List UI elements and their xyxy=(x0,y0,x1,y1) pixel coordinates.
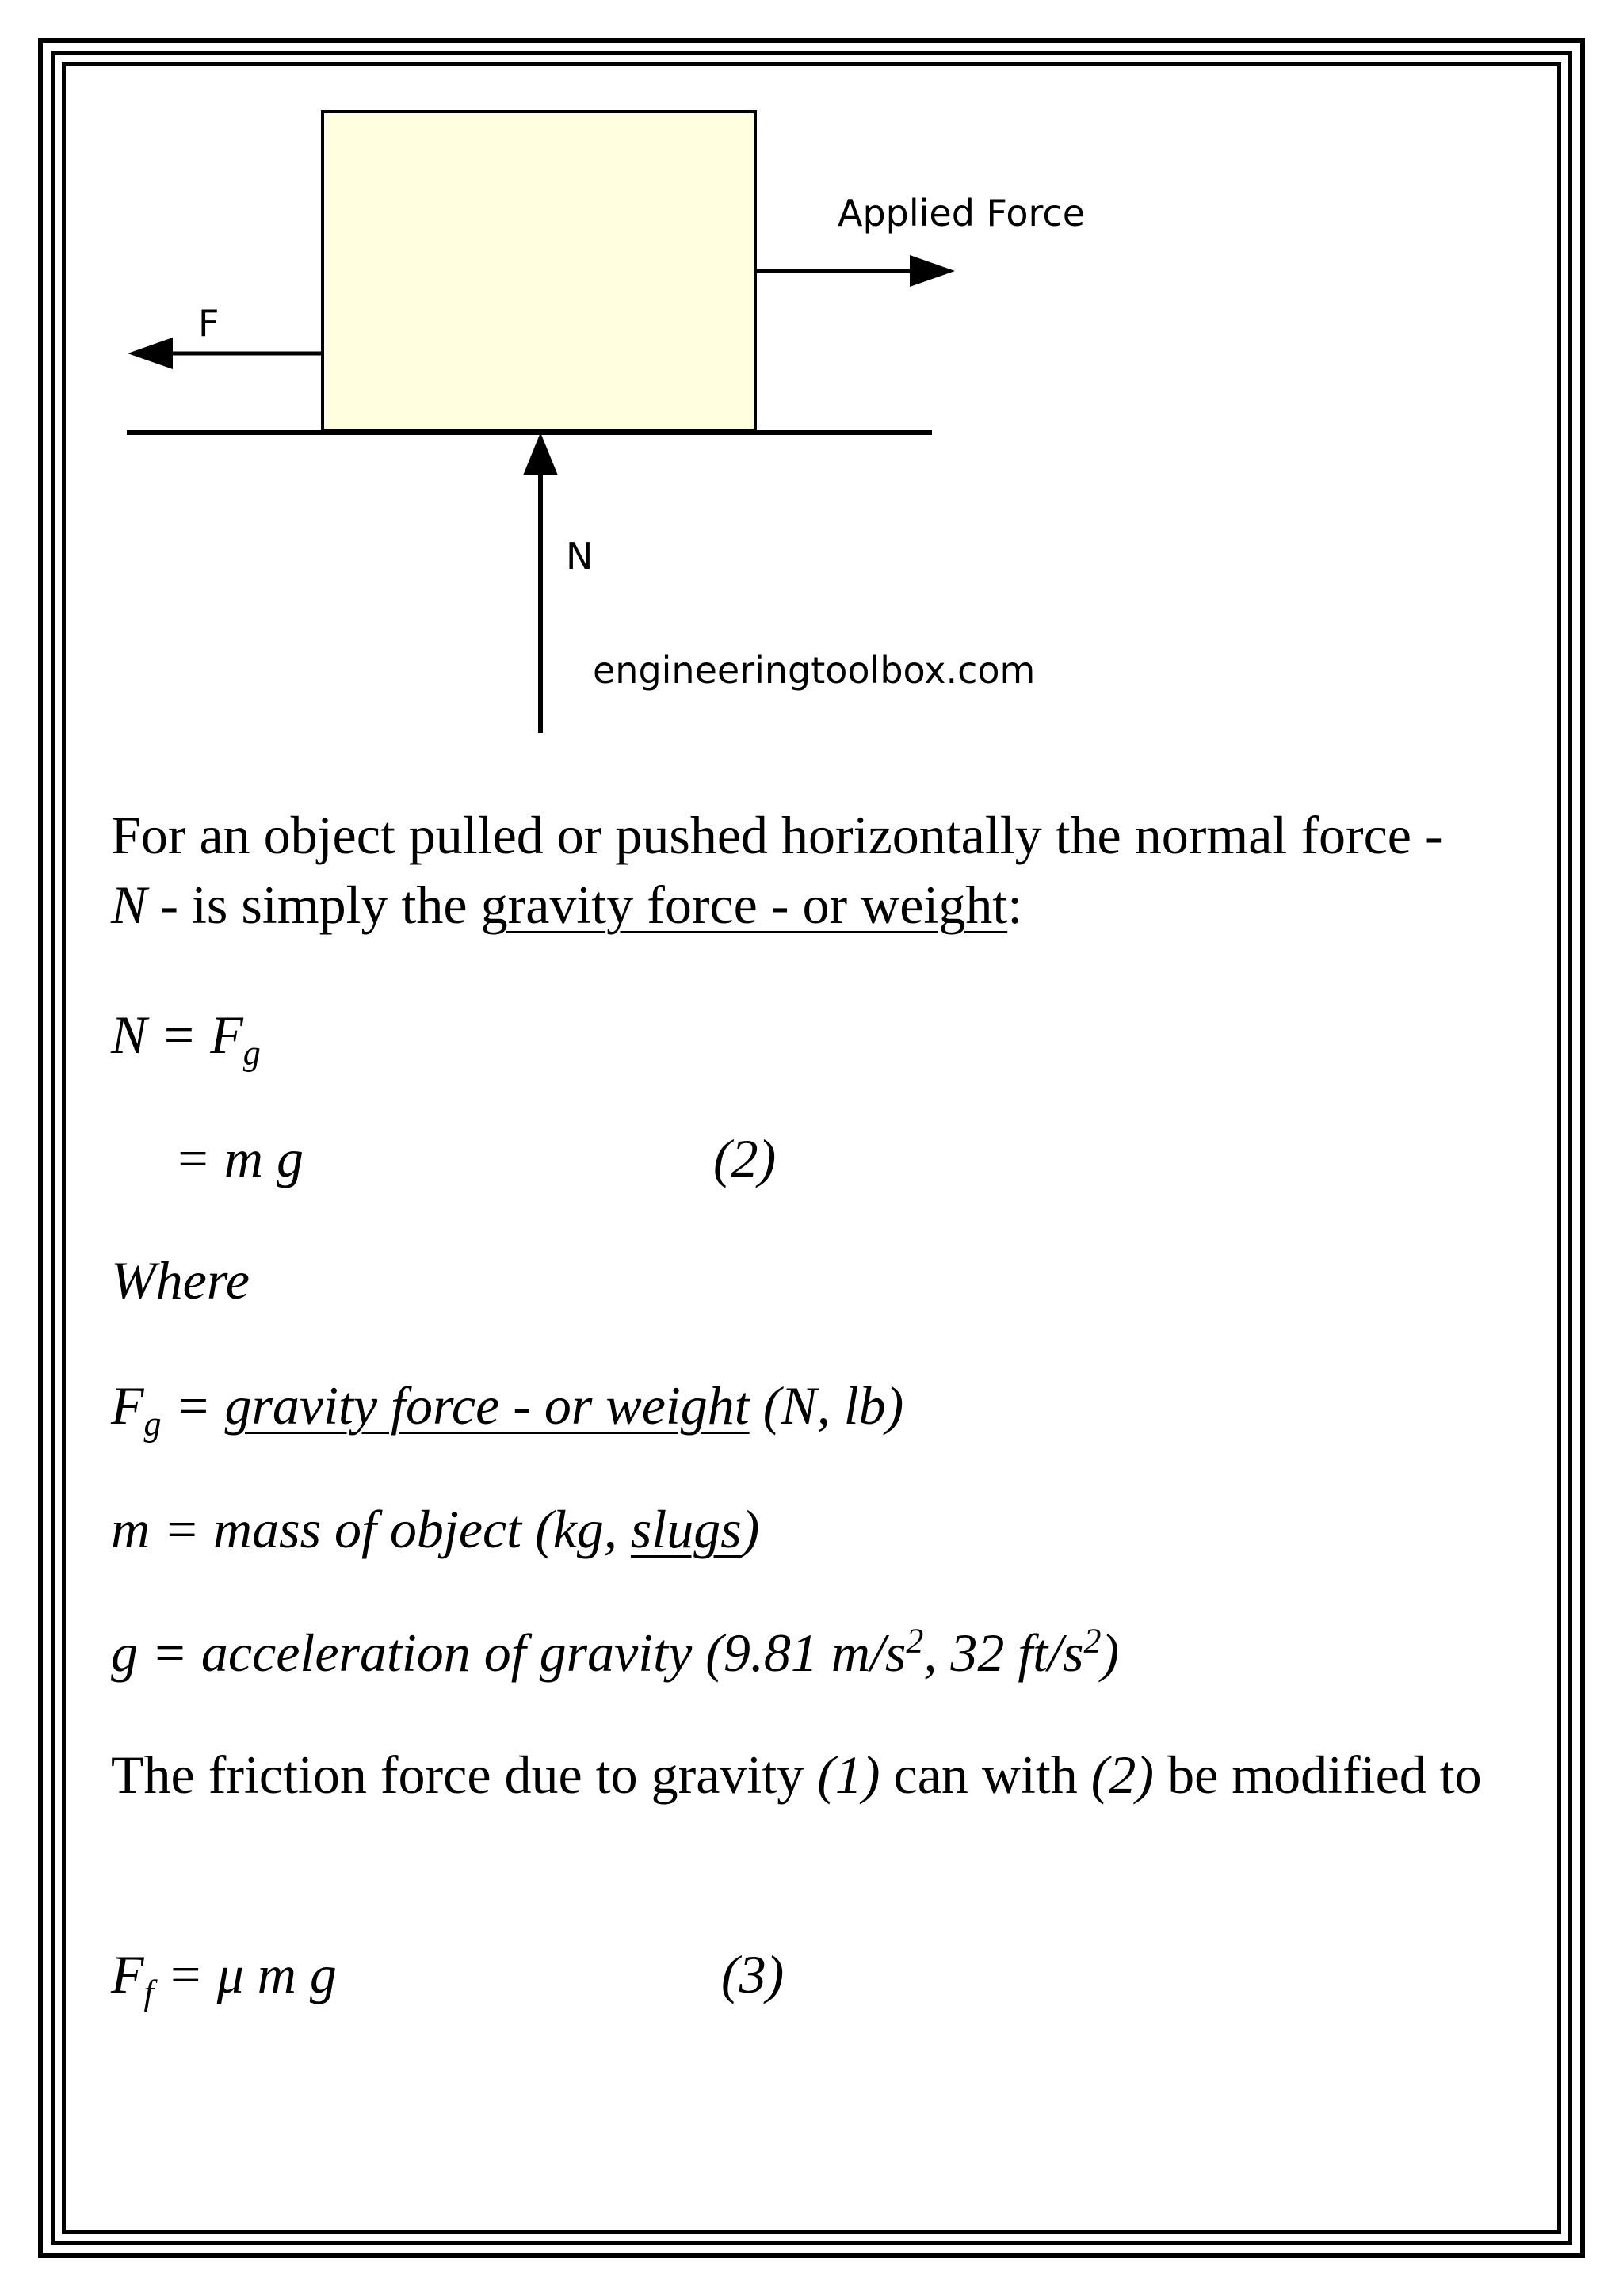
definition-mass xyxy=(111,1494,759,1564)
intro-text-end: : xyxy=(1007,875,1023,935)
friction-force-label: F xyxy=(198,302,220,345)
friction-text-3: be modified to xyxy=(1154,1745,1482,1805)
definition-1-units: (N, lb) xyxy=(749,1375,904,1436)
equation-3 xyxy=(111,1939,1220,2012)
friction-ref-2: (2) xyxy=(1090,1745,1155,1805)
definition-1-equals: = xyxy=(161,1375,225,1436)
definition-1-symbol: F xyxy=(111,1375,144,1436)
definition-3-exponent-1: 2 xyxy=(906,1621,924,1661)
definition-2-end: ) xyxy=(741,1499,760,1559)
applied-force-arrow xyxy=(755,255,955,287)
equation-3-number: (3) xyxy=(721,1944,785,2004)
where-heading: Where xyxy=(111,1250,250,1310)
friction-diagram xyxy=(0,0,1623,761)
intro-text-1: For an object pulled or pushed horizontally the normal force - xyxy=(111,805,1443,865)
definition-gravity-acceleration xyxy=(111,1618,1119,1688)
gravity-force-link[interactable]: gravity force - or weight xyxy=(480,875,1008,935)
equation-normal-force xyxy=(111,1000,261,1073)
slugs-link[interactable]: slugs xyxy=(630,1499,742,1559)
equation-3-body: = μ m g xyxy=(153,1944,337,2004)
equation-3-symbol: F xyxy=(111,1944,144,2004)
source-credit: engineeringtoolbox.com xyxy=(593,649,1036,692)
intro-text-2: - is simply the xyxy=(147,875,481,935)
equation-normal-subscript: g xyxy=(242,1033,261,1073)
definition-1-subscript: g xyxy=(143,1404,162,1444)
definition-3-text-1: g = acceleration of gravity (9.81 m/s xyxy=(111,1623,907,1683)
definition-3-text-2: , 32 ft/s xyxy=(923,1623,1084,1683)
equation-3-subscript: f xyxy=(143,1973,154,2012)
friction-paragraph xyxy=(111,1740,1490,1810)
friction-text-1: The friction force due to gravity xyxy=(111,1745,818,1805)
friction-ref-1: (1) xyxy=(817,1745,880,1805)
friction-text-2: can with xyxy=(880,1745,1091,1805)
equation-2 xyxy=(174,1123,1284,1193)
block xyxy=(323,112,755,430)
definition-3-end: ) xyxy=(1101,1623,1120,1683)
definition-gravity-force xyxy=(111,1371,904,1444)
normal-force-arrow xyxy=(523,433,558,733)
applied-force-label: Applied Force xyxy=(838,192,1086,235)
intro-symbol-n: N xyxy=(111,875,147,935)
friction-force-arrow xyxy=(128,338,323,369)
equation-2-body: = m g xyxy=(174,1128,304,1188)
definition-gravity-link[interactable]: gravity force - or weight xyxy=(224,1375,750,1436)
definition-3-exponent-2: 2 xyxy=(1083,1621,1102,1661)
definition-2-text: m = mass of object (kg, xyxy=(111,1499,631,1559)
normal-force-label: N xyxy=(566,535,594,578)
equation-2-number: (2) xyxy=(713,1128,777,1188)
intro-paragraph xyxy=(111,800,1490,940)
equation-normal-lhs: N = F xyxy=(111,1005,243,1065)
